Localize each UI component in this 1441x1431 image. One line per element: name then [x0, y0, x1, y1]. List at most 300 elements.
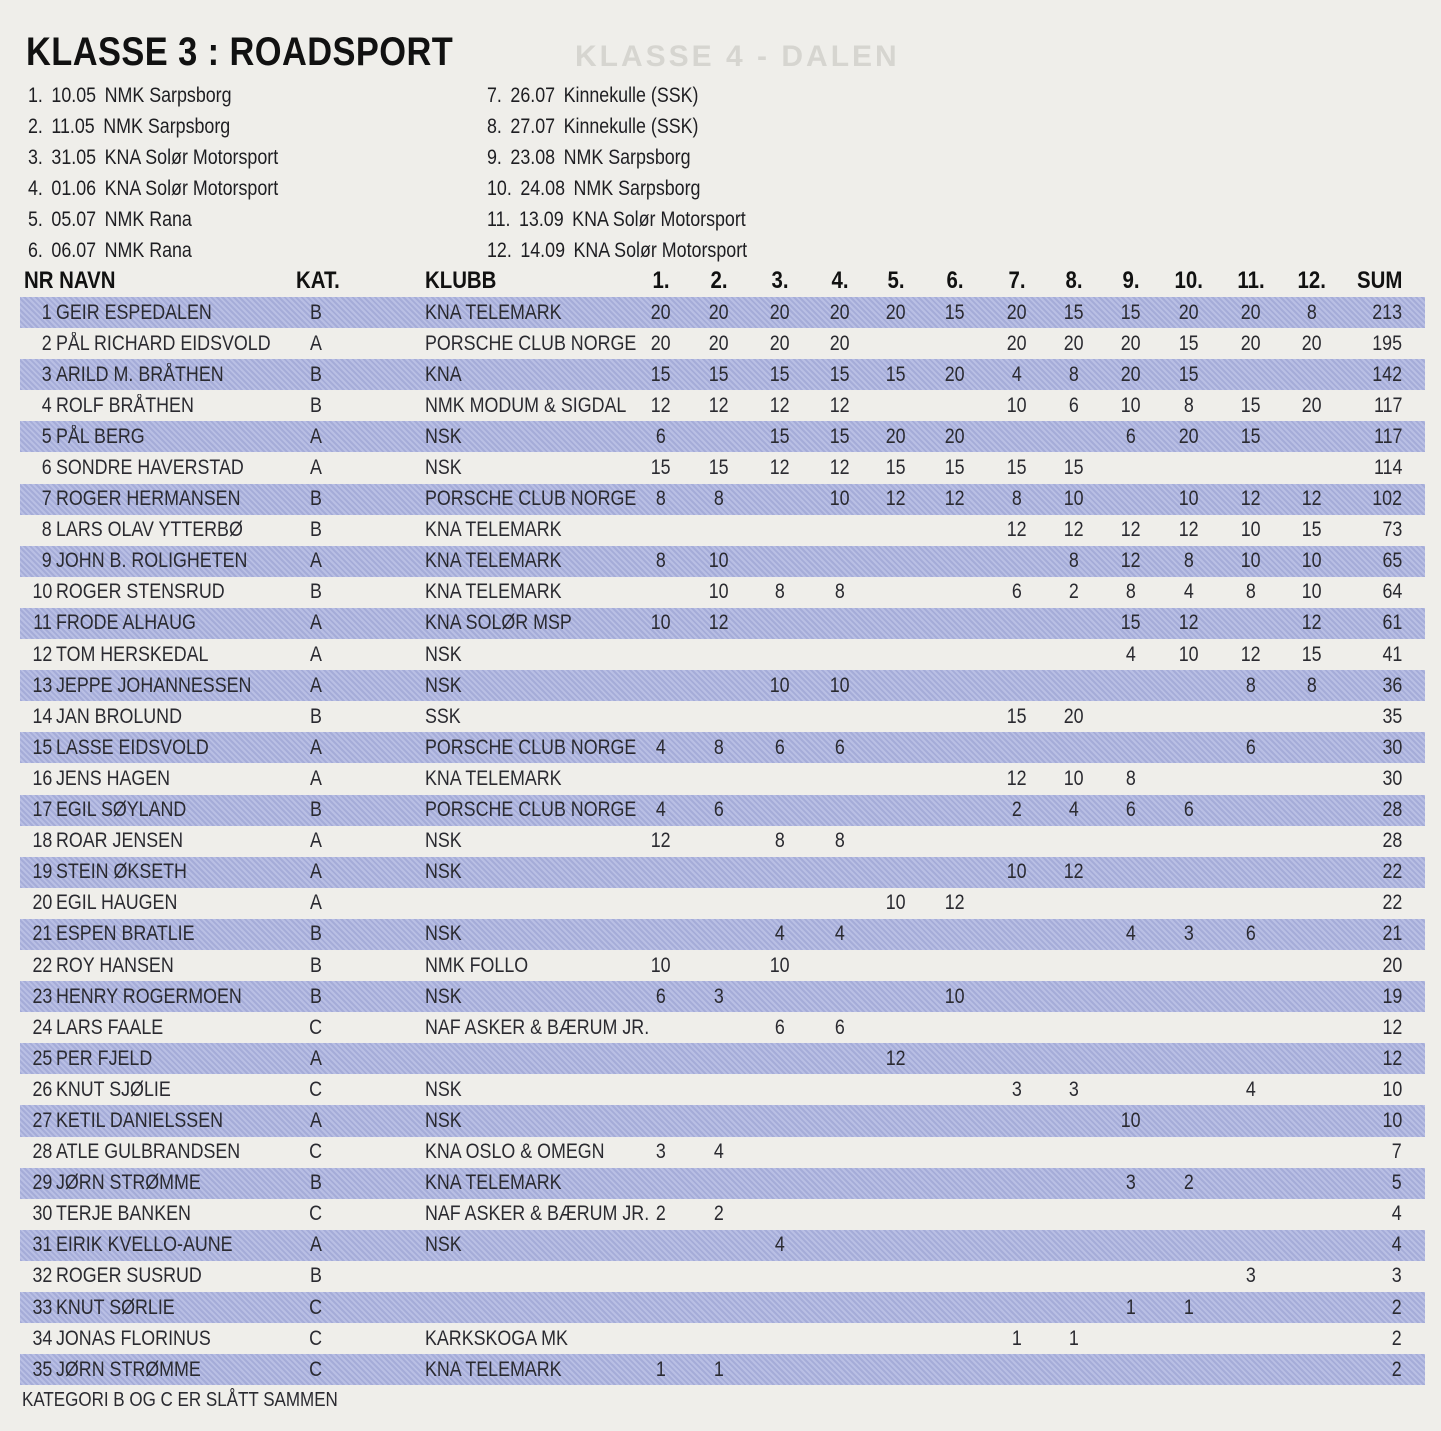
table-row [20, 639, 1425, 670]
round-score [639, 359, 683, 390]
row-number-text: 7 [42, 487, 52, 511]
race-club: Kinnekulle (SSK) [563, 115, 699, 138]
club-name-text: NAF ASKER & BÆRUM JR. [425, 1202, 650, 1226]
club-name-text: PORSCHE CLUB NORGE [425, 798, 637, 822]
row-number [24, 763, 52, 794]
round-score [697, 1354, 741, 1385]
round-score-text: 6 [775, 1015, 785, 1039]
round-score-text: 10 [709, 580, 729, 604]
club-name-text: KNA TELEMARK [425, 766, 562, 790]
round-score [874, 732, 918, 763]
round-score [1290, 1261, 1334, 1292]
row-number [24, 950, 52, 981]
round-score-text: 12 [1241, 487, 1261, 511]
round-score [1167, 577, 1211, 608]
club-name-text: NMK MODUM & SIGDAL [425, 393, 627, 417]
round-score-text: 10 [709, 549, 729, 573]
race-club: Kinnekulle (SSK) [563, 84, 699, 107]
driver-name-text: KETIL DANIELSSEN [56, 1108, 223, 1132]
total-sum [1332, 577, 1402, 608]
round-score [818, 421, 862, 452]
round-score-text: 6 [835, 1015, 845, 1039]
round-score-text: 12 [1064, 518, 1084, 542]
race-club: KNA Solør Motorsport [572, 208, 746, 231]
round-score [1167, 1261, 1211, 1292]
category [298, 1323, 334, 1354]
round-score-text: 20 [1121, 362, 1141, 386]
category-text: A [310, 766, 322, 790]
round-score [1290, 701, 1334, 732]
round-score [639, 701, 683, 732]
round-score [818, 981, 862, 1012]
round-score [1290, 763, 1334, 794]
category-text: B [310, 300, 322, 324]
category-text: A [310, 1233, 322, 1257]
round-score [1229, 888, 1273, 919]
category-text: B [310, 798, 322, 822]
total-sum [1332, 639, 1402, 670]
round-score-text: 12 [770, 393, 790, 417]
header-round-7 [995, 265, 1039, 297]
category-text: C [309, 1295, 323, 1319]
round-score [697, 328, 741, 359]
header-round-7-text: 7. [1008, 267, 1026, 294]
total-sum [1332, 1261, 1402, 1292]
round-score [758, 608, 802, 639]
total-sum [1332, 1323, 1402, 1354]
driver-name-text: ATLE GULBRANDSEN [56, 1140, 241, 1164]
club-name [425, 546, 586, 577]
club-name-text: KNA SOLØR MSP [425, 611, 572, 635]
round-score [874, 1292, 918, 1323]
round-score [1109, 1105, 1153, 1136]
round-score [874, 390, 918, 421]
round-score [639, 1168, 683, 1199]
round-score [874, 1105, 918, 1136]
driver-name-text: EGIL SØYLAND [56, 798, 187, 822]
round-score [639, 452, 683, 483]
round-score [697, 1323, 741, 1354]
round-score [1167, 639, 1211, 670]
round-score-text: 15 [1007, 456, 1027, 480]
club-name-text: NSK [425, 642, 462, 666]
round-score-text: 8 [714, 487, 724, 511]
round-score-text: 15 [1121, 611, 1141, 635]
footer-note: KATEGORI B OG C ER SLÅTT SAMMEN [22, 1389, 338, 1411]
category-text: A [310, 1108, 322, 1132]
club-name-text: NSK [425, 1233, 462, 1257]
total-sum-text: 61 [1382, 611, 1402, 635]
round-score [1052, 981, 1096, 1012]
total-sum-text: 142 [1372, 362, 1402, 386]
round-score [1229, 1043, 1273, 1074]
club-name [425, 795, 674, 826]
round-score [933, 1199, 977, 1230]
row-number [24, 795, 52, 826]
category [298, 732, 334, 763]
club-name-text: KNA TELEMARK [425, 580, 562, 604]
round-score [1290, 1074, 1334, 1105]
round-score-text: 10 [1302, 549, 1322, 573]
table-row [20, 1230, 1425, 1261]
table-row [20, 577, 1425, 608]
category [298, 608, 334, 639]
round-score [1229, 359, 1273, 390]
round-score [818, 546, 862, 577]
round-score [995, 732, 1039, 763]
category [298, 1199, 334, 1230]
round-score-text: 20 [1179, 424, 1199, 448]
round-score [1290, 1292, 1334, 1323]
row-number [24, 297, 52, 328]
round-score [639, 670, 683, 701]
race-date: 23.08 [510, 146, 556, 169]
race-date: 14.09 [520, 239, 566, 262]
round-score-text: 1 [1184, 1295, 1194, 1319]
race-item [28, 80, 278, 111]
round-score [818, 515, 862, 546]
row-number [24, 919, 52, 950]
round-score-text: 12 [945, 891, 965, 915]
round-score-text: 6 [656, 424, 666, 448]
round-score [1052, 546, 1096, 577]
table-row [20, 950, 1425, 981]
round-score [697, 484, 741, 515]
round-score-text: 12 [709, 611, 729, 635]
round-score [874, 484, 918, 515]
round-score-text: 6 [1184, 798, 1194, 822]
driver-name [56, 701, 204, 732]
table-row [20, 390, 1425, 421]
round-score [1229, 297, 1273, 328]
round-score [1109, 297, 1153, 328]
driver-name-text: PÅL RICHARD EIDSVOLD [56, 331, 271, 355]
driver-name-text: KNUT SØRLIE [56, 1295, 175, 1319]
round-score [995, 1137, 1039, 1168]
round-score [1052, 1230, 1096, 1261]
driver-name-text: JONAS FLORINUS [56, 1326, 211, 1350]
row-number-text: 11 [33, 611, 52, 635]
round-score-text: 3 [1246, 1264, 1256, 1288]
round-score [697, 1074, 741, 1105]
total-sum [1332, 919, 1402, 950]
round-score [1167, 888, 1211, 919]
table-row [20, 608, 1425, 639]
round-score-text: 20 [886, 300, 906, 324]
round-score [639, 795, 683, 826]
round-score [1290, 857, 1334, 888]
total-sum-text: 35 [1382, 704, 1402, 728]
round-score-text: 20 [709, 331, 729, 355]
round-score-text: 15 [709, 456, 729, 480]
round-score [1052, 359, 1096, 390]
race-club: NMK Sarpsborg [573, 177, 701, 200]
row-number-text: 2 [42, 331, 52, 355]
total-sum-text: 73 [1382, 518, 1402, 542]
total-sum [1332, 484, 1402, 515]
total-sum-text: 117 [1373, 393, 1402, 417]
round-score [639, 484, 683, 515]
row-number [24, 1323, 52, 1354]
race-item [487, 235, 747, 266]
round-score [1290, 1168, 1334, 1199]
round-score [1109, 670, 1153, 701]
total-sum-text: 3 [1392, 1264, 1402, 1288]
round-score [874, 1199, 918, 1230]
round-score [639, 1230, 683, 1261]
round-score [818, 826, 862, 857]
round-score [1229, 1323, 1273, 1354]
table-row [20, 297, 1425, 328]
round-score [874, 421, 918, 452]
round-score [874, 701, 918, 732]
race-club: KNA Solør Motorsport [573, 239, 748, 262]
total-sum [1332, 1043, 1402, 1074]
club-name-text: NSK [425, 673, 462, 697]
driver-name-text: EIRIK KVELLO-AUNE [56, 1233, 233, 1257]
total-sum-text: 7 [1392, 1140, 1402, 1164]
round-score [697, 826, 741, 857]
round-score [639, 1292, 683, 1323]
driver-name [56, 1137, 273, 1168]
round-score [933, 1323, 977, 1354]
round-score-text: 6 [1012, 580, 1022, 604]
table-row [20, 484, 1425, 515]
category [298, 577, 334, 608]
round-score [933, 732, 977, 763]
round-score [995, 950, 1039, 981]
round-score-text: 8 [1246, 673, 1256, 697]
round-score [697, 857, 741, 888]
round-score [1290, 1199, 1334, 1230]
round-score [639, 608, 683, 639]
row-number [24, 1354, 52, 1385]
round-score [995, 1105, 1039, 1136]
table-row [20, 981, 1425, 1012]
category [298, 826, 334, 857]
round-score-text: 8 [1307, 673, 1317, 697]
club-name-text: KNA TELEMARK [425, 300, 562, 324]
round-score [758, 577, 802, 608]
round-score [1229, 1354, 1273, 1385]
category [298, 359, 334, 390]
round-score [758, 1199, 802, 1230]
row-number-text: 12 [32, 642, 52, 666]
race-item [487, 80, 747, 111]
driver-name-text: HENRY ROGERMOEN [56, 984, 242, 1008]
round-score [995, 1012, 1039, 1043]
round-score [1229, 1012, 1273, 1043]
round-score-text: 8 [835, 580, 845, 604]
round-score [1167, 328, 1211, 359]
category-text: B [310, 953, 322, 977]
round-score [1167, 484, 1211, 515]
driver-name [56, 546, 281, 577]
category [298, 515, 334, 546]
round-score [933, 484, 977, 515]
club-name [425, 328, 674, 359]
round-score [1052, 1137, 1096, 1168]
total-sum-text: 4 [1392, 1233, 1402, 1257]
round-score [1167, 421, 1211, 452]
table-row [20, 701, 1425, 732]
round-score-text: 12 [1241, 642, 1261, 666]
round-score [818, 452, 862, 483]
category-text: B [310, 1171, 322, 1195]
round-score [697, 701, 741, 732]
round-score-text: 15 [1302, 642, 1322, 666]
driver-name-text: ROAR JENSEN [56, 829, 183, 853]
round-score [818, 1137, 862, 1168]
round-score [758, 639, 802, 670]
round-score [874, 670, 918, 701]
race-item [487, 142, 747, 173]
round-score [1290, 515, 1334, 546]
round-score-text: 10 [1121, 393, 1141, 417]
round-score [639, 577, 683, 608]
table-row [20, 546, 1425, 577]
race-number: 10. [487, 177, 512, 200]
round-score [697, 1168, 741, 1199]
race-calendar-right [487, 80, 793, 266]
round-score [818, 484, 862, 515]
round-score [1229, 452, 1273, 483]
round-score-text: 6 [1069, 393, 1079, 417]
round-score [758, 1137, 802, 1168]
club-name [425, 390, 662, 421]
race-item [28, 204, 278, 235]
round-score-text: 4 [1184, 580, 1194, 604]
total-sum [1332, 981, 1402, 1012]
round-score [697, 297, 741, 328]
round-score-text: 20 [1241, 300, 1261, 324]
category [298, 888, 334, 919]
round-score [1109, 546, 1153, 577]
round-score [995, 1199, 1039, 1230]
club-name-text: PORSCHE CLUB NORGE [425, 331, 637, 355]
round-score [818, 919, 862, 950]
round-score [639, 328, 683, 359]
header-round-1 [639, 265, 683, 297]
round-score [1167, 546, 1211, 577]
race-item [28, 235, 278, 266]
round-score-text: 20 [945, 362, 965, 386]
round-score [697, 359, 741, 390]
driver-name-text: JAN BROLUND [56, 704, 182, 728]
round-score [1167, 390, 1211, 421]
category-text: A [310, 331, 322, 355]
round-score [1109, 1137, 1153, 1168]
round-score [639, 1074, 683, 1105]
round-score [639, 919, 683, 950]
round-score [639, 546, 683, 577]
round-score [933, 1168, 977, 1199]
round-score-text: 1 [1069, 1326, 1079, 1350]
round-score [1167, 1323, 1211, 1354]
row-number [24, 1105, 52, 1136]
total-sum [1332, 1354, 1402, 1385]
table-row [20, 795, 1425, 826]
header-round-2-text: 2. [710, 267, 728, 294]
round-score [1229, 390, 1273, 421]
total-sum [1332, 1137, 1402, 1168]
round-score [933, 1012, 977, 1043]
round-score [639, 515, 683, 546]
total-sum-text: 2 [1392, 1326, 1402, 1350]
round-score [697, 888, 741, 919]
header-round-4-text: 4. [831, 267, 849, 294]
row-number [24, 1199, 52, 1230]
round-score [1229, 639, 1273, 670]
driver-name [56, 577, 254, 608]
category [298, 857, 334, 888]
round-score-text: 15 [651, 362, 671, 386]
round-score [818, 1012, 862, 1043]
round-score-text: 20 [1007, 331, 1027, 355]
club-name [425, 763, 586, 794]
round-score [933, 546, 977, 577]
driver-name [56, 452, 277, 483]
total-sum [1332, 1074, 1402, 1105]
row-number-text: 26 [32, 1077, 52, 1101]
row-number [24, 670, 52, 701]
round-score-text: 12 [1121, 518, 1141, 542]
round-score [1229, 608, 1273, 639]
round-score [1229, 857, 1273, 888]
round-score [1109, 1012, 1153, 1043]
row-number [24, 826, 52, 857]
round-score-text: 6 [1126, 798, 1136, 822]
driver-name-text: JOHN B. ROLIGHETEN [56, 549, 248, 573]
club-name-text: NSK [425, 1108, 462, 1132]
round-score-text: 4 [1012, 362, 1022, 386]
round-score-text: 6 [714, 798, 724, 822]
round-score-text: 8 [714, 735, 724, 759]
round-score-text: 8 [775, 580, 785, 604]
club-name [425, 421, 468, 452]
total-sum-text: 30 [1382, 735, 1402, 759]
round-score [933, 1105, 977, 1136]
round-score-text: 15 [1241, 424, 1261, 448]
round-score [874, 1074, 918, 1105]
round-score [1052, 1074, 1096, 1105]
round-score [874, 888, 918, 919]
race-number: 5. [28, 208, 43, 231]
round-score [697, 1261, 741, 1292]
round-score [818, 763, 862, 794]
table-row [20, 1074, 1425, 1105]
table-row [20, 732, 1425, 763]
round-score-text: 2 [1184, 1171, 1194, 1195]
driver-name [56, 1168, 226, 1199]
round-score [1167, 701, 1211, 732]
driver-name-text: SONDRE HAVERSTAD [56, 456, 244, 480]
driver-name [56, 888, 199, 919]
round-score [1290, 670, 1334, 701]
club-name [425, 1230, 468, 1261]
round-score-text: 4 [835, 922, 845, 946]
round-score-text: 4 [1126, 642, 1136, 666]
total-sum [1332, 515, 1402, 546]
round-score [933, 670, 977, 701]
row-number-text: 32 [32, 1264, 52, 1288]
race-date: 05.07 [51, 208, 97, 231]
club-name-text: KNA TELEMARK [425, 1171, 562, 1195]
category-text: B [310, 704, 322, 728]
table-row [20, 763, 1425, 794]
round-score [874, 546, 918, 577]
header-round-8 [1052, 265, 1096, 297]
